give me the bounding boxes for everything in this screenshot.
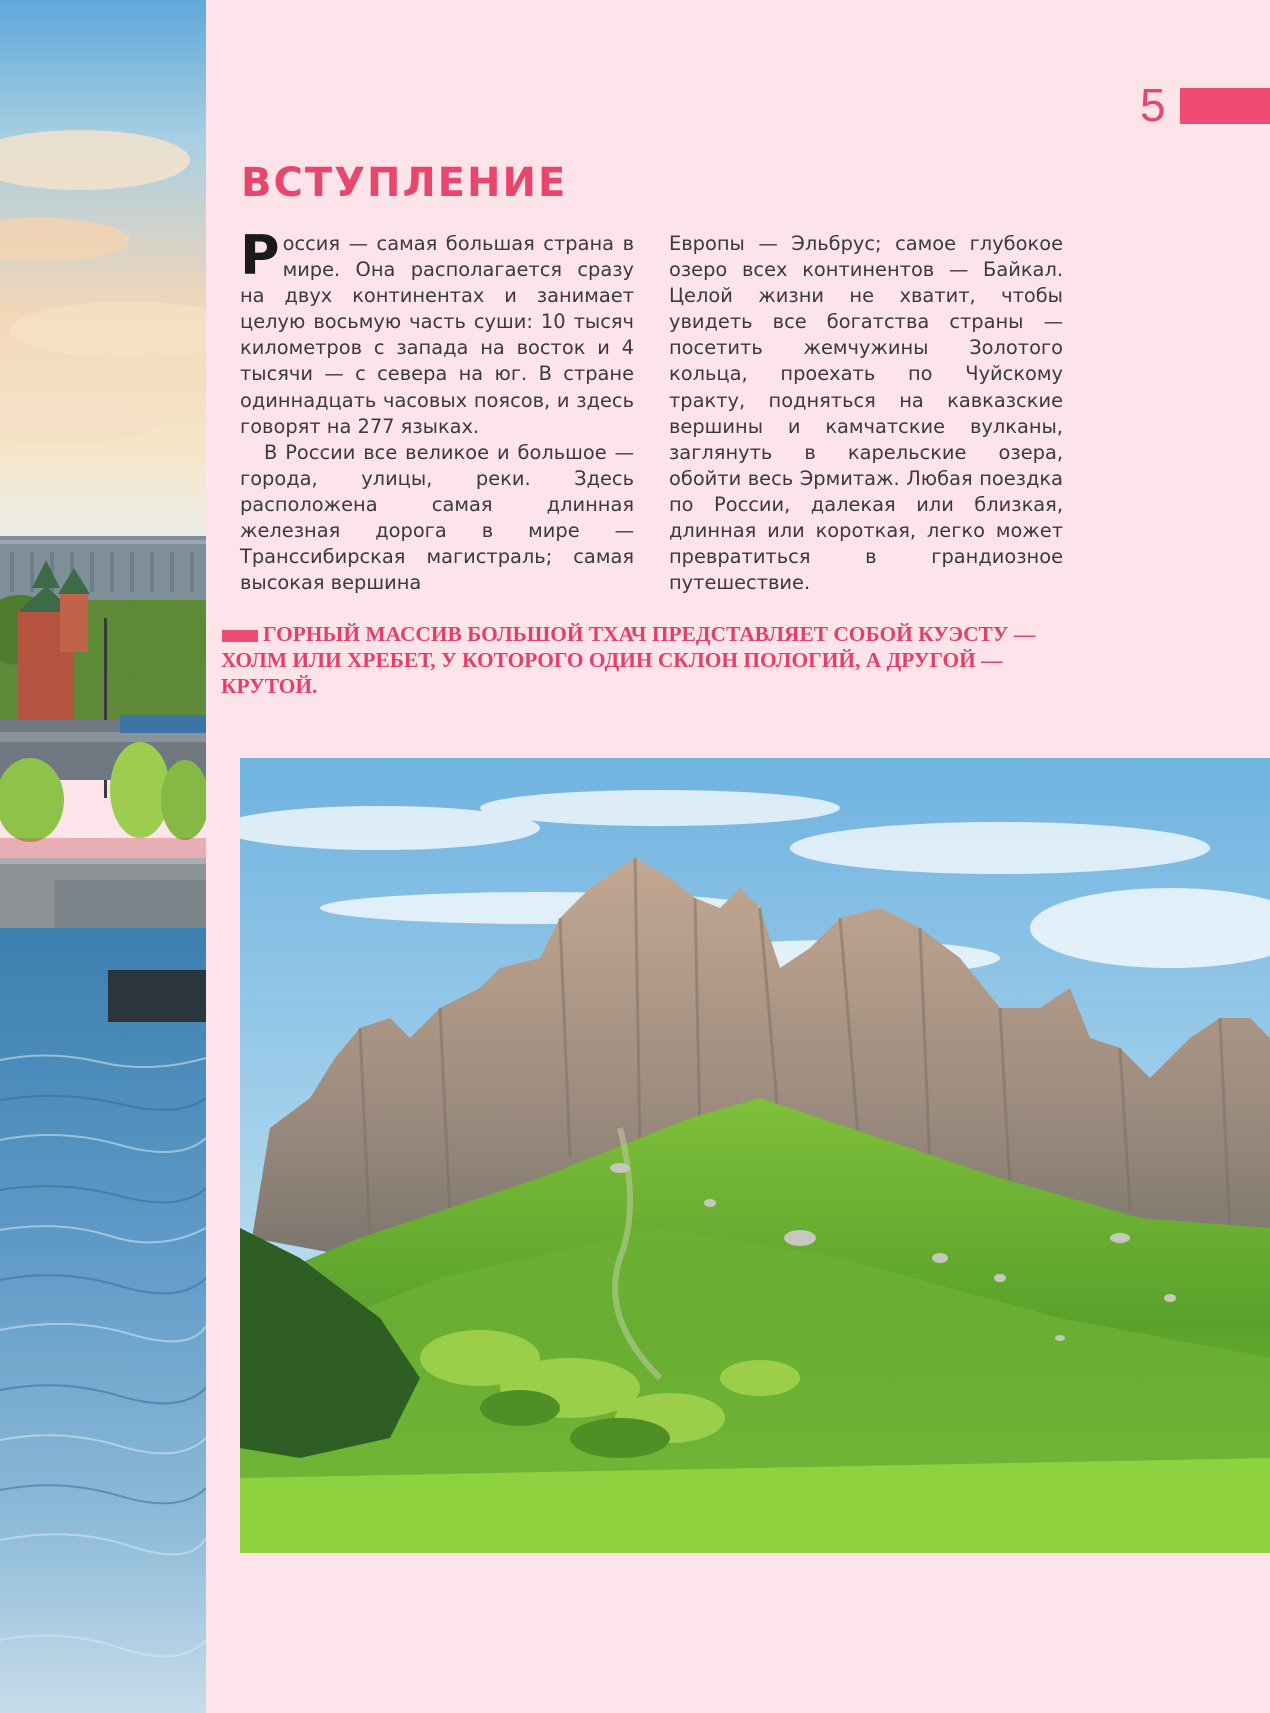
page-title: ВСТУПЛЕНИЕ	[241, 160, 568, 206]
article-column-right	[669, 231, 1063, 596]
article-column-left	[240, 224, 634, 596]
drop-cap: Р	[240, 224, 280, 287]
article-paragraph: Европы — Эльбрус; самое глубокое озеро всех континентов — Байкал. Целой жизни не хватит, чтобы увидеть все богатства страны — посетить жемчужины Золотого кольца, проехать по Чуйскому тракту, подняться на кавказские вершины и камчатские вулканы, заглянуть в карельские озера, обойти весь Эрмитаж. Любая поездка по России, далекая или близкая, длинная или короткая, легко может превратиться в грандиозное путешествие.	[669, 232, 1063, 595]
page-number-bar	[1180, 88, 1270, 124]
article-paragraph: В России все великое и большое — города, улицы, реки. Здесь расположена самая длинная железная дорога в мире — Транссибирская магистраль; самая высокая вершина	[240, 440, 634, 595]
article-paragraph-text: оссия — самая большая страна в мире. Она располагается сразу на двух континентах и занимает целую восьмую часть суши: 10 тысяч километров с запада на восток и 4 тысячи — с севера на юг. В стране одиннадцать часовых поясов, и здесь говорят на 277 языках.	[240, 232, 634, 438]
side-photo-moscow-river	[0, 0, 206, 1713]
page-number: 5	[1140, 79, 1166, 131]
main-photo-mountain	[240, 758, 1270, 1553]
photo-caption	[221, 621, 1081, 699]
page-number-group	[1140, 79, 1270, 131]
photo-caption-text: ГОРНЫЙ МАССИВ БОЛЬШОЙ ТХАЧ ПРЕДСТАВЛЯЕТ СОБОЙ КУЭСТУ — ХОЛМ ИЛИ ХРЕБЕТ, У КОТОРОГО ОДИН СКЛОН ПОЛОГИЙ, А ДРУГОЙ — КРУТОЙ.	[221, 622, 1036, 698]
article-paragraph	[240, 224, 634, 440]
